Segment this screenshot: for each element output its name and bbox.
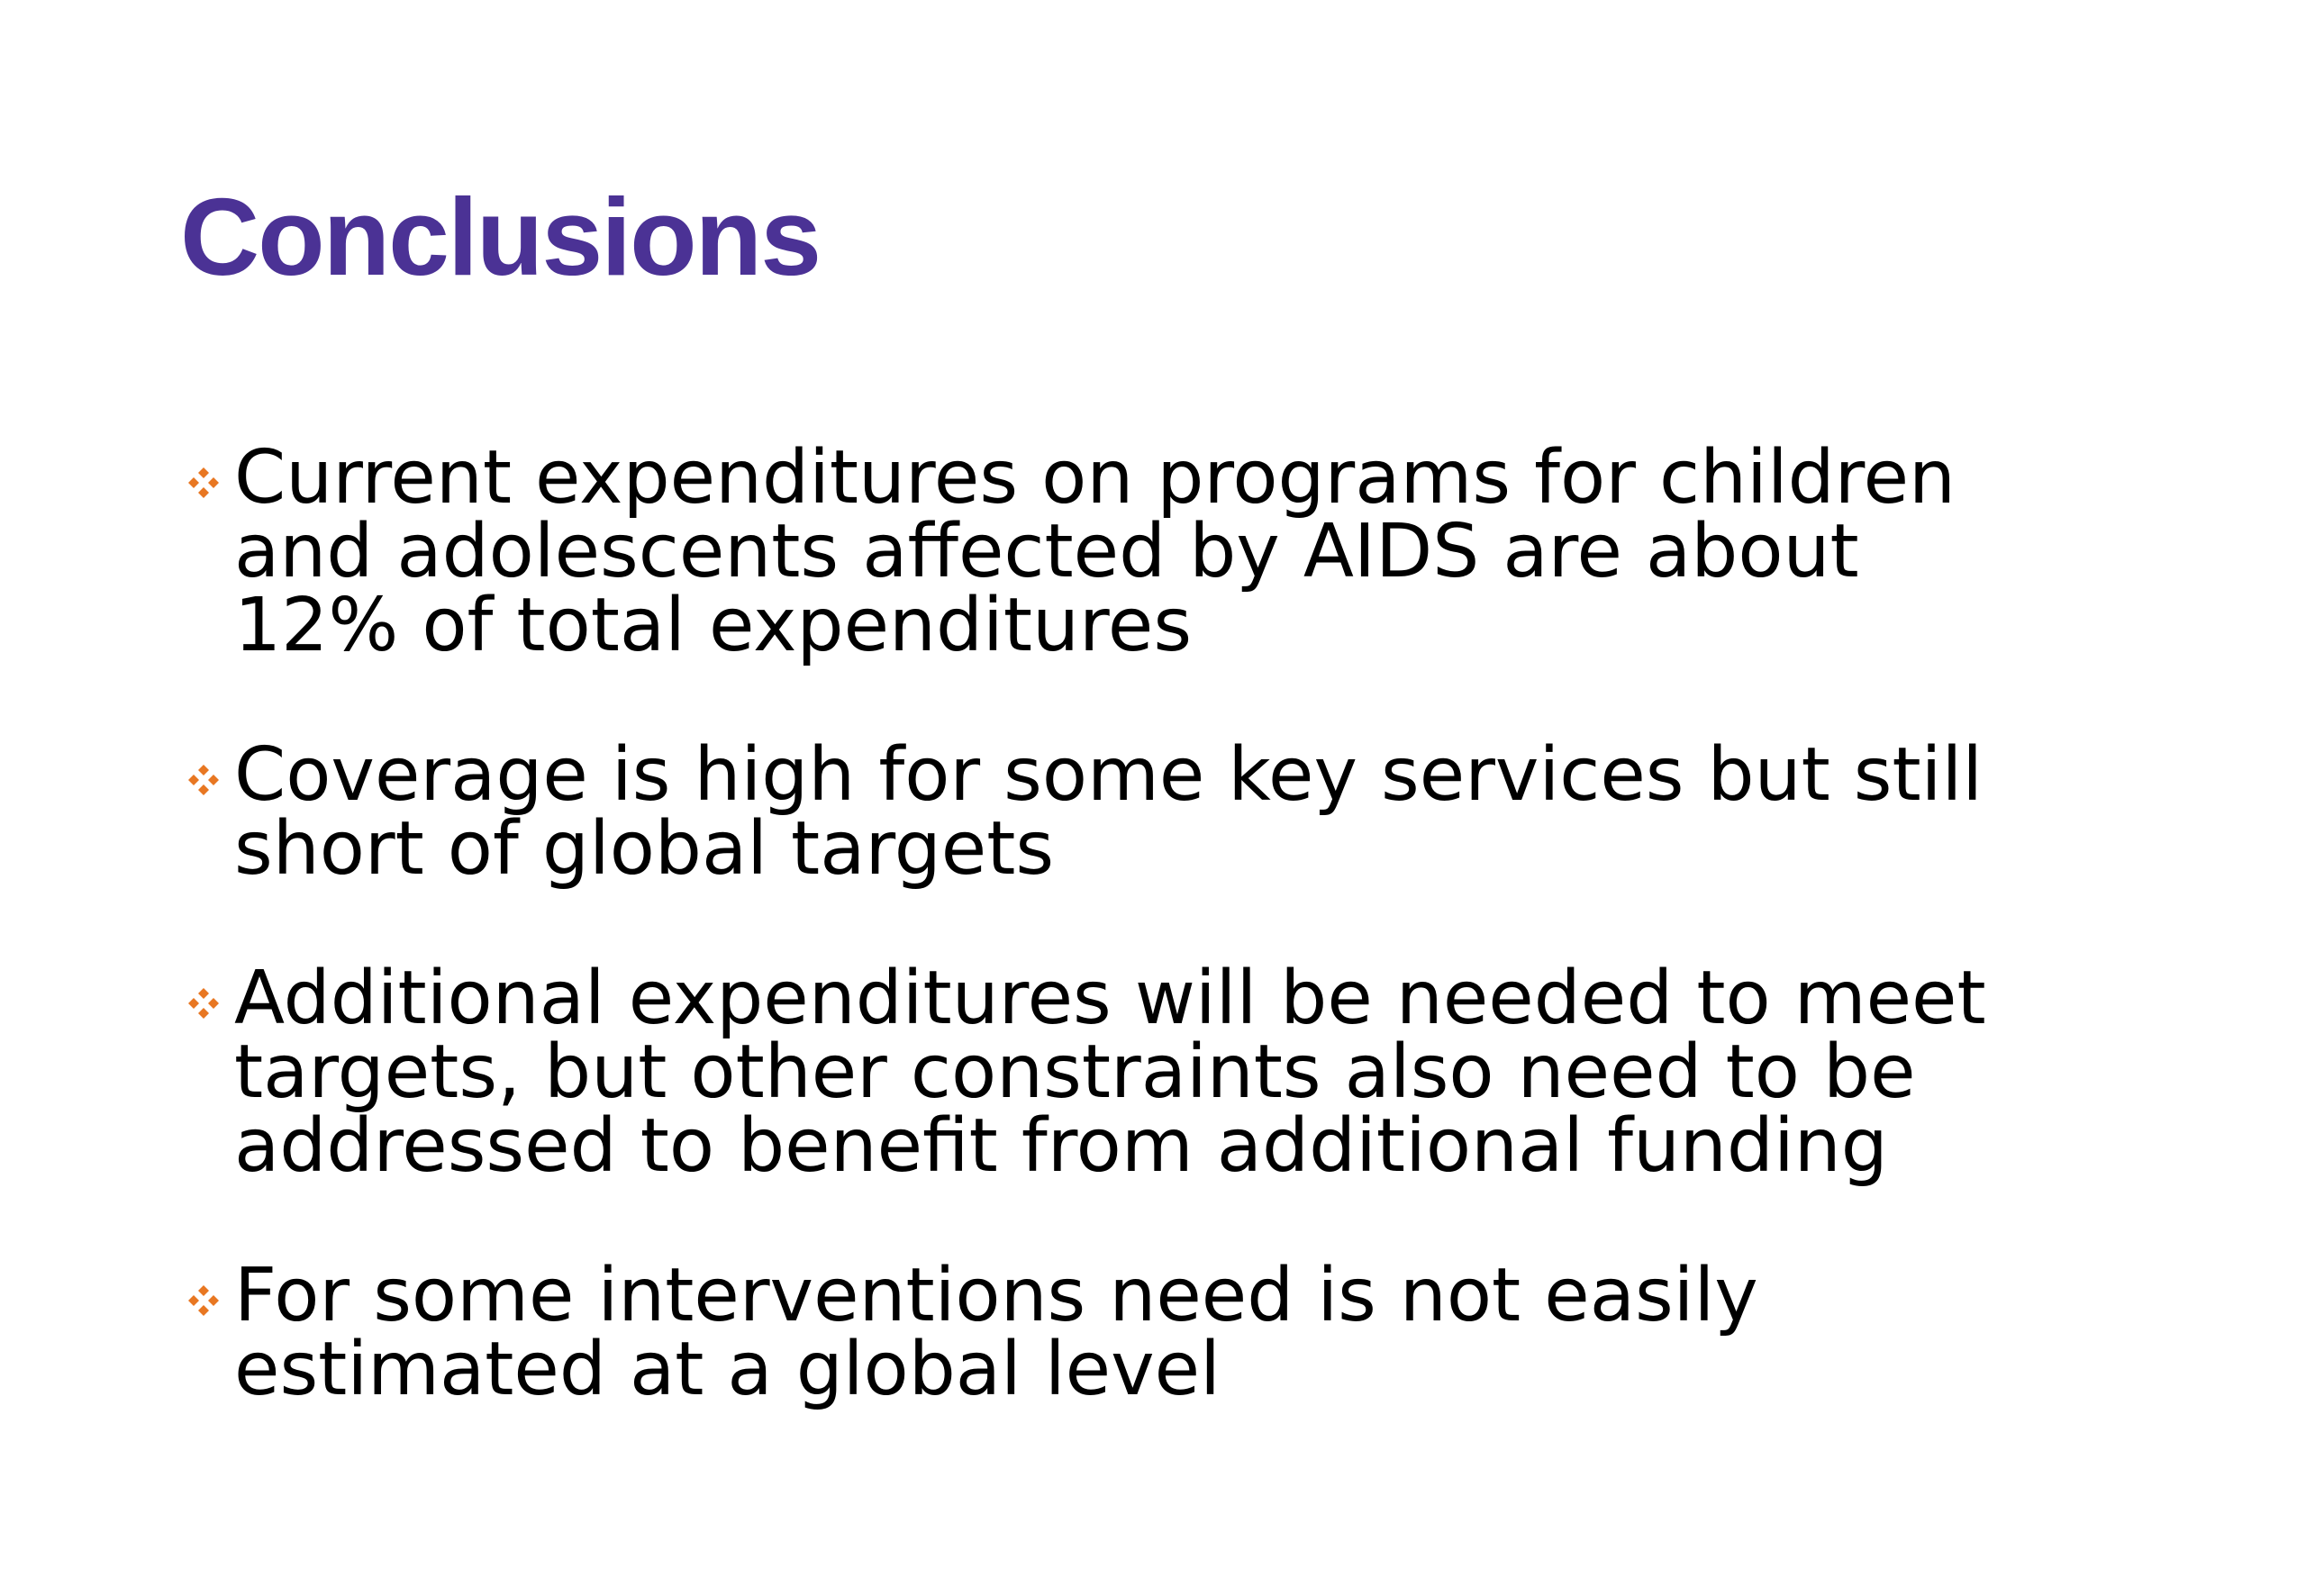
bullet-text-line: 12% of total expenditures: [234, 583, 1193, 668]
bullet-text-line: estimated at a global level: [234, 1327, 1221, 1412]
bullet-item: [180, 732, 2207, 892]
bullet-text-line: For some interventions need is not easily: [234, 1253, 1758, 1338]
bullet-text-line: short of global targets: [234, 806, 1055, 892]
four-diamond-bullet-icon: [180, 980, 227, 1027]
four-diamond-bullet-icon: [180, 459, 227, 506]
bullet-text-line: Current expenditures on programs for children: [234, 435, 1956, 521]
bullet-item: [180, 1253, 2207, 1412]
bullet-item: [180, 956, 2207, 1189]
slide-title: Conclusions: [180, 176, 821, 298]
bullet-text-line: targets, but other constraints also need to be: [234, 1029, 1916, 1115]
four-diamond-bullet-icon: [180, 1277, 227, 1324]
bullet-list: [180, 423, 2207, 1412]
bullet-text-line: addressed to benefit from additional funding: [234, 1103, 1888, 1189]
bullet-item: [180, 435, 2207, 668]
bullet-text-line: Additional expenditures will be needed to meet: [234, 956, 1986, 1041]
bullet-text-line: and adolescents affected by AIDS are about: [234, 509, 1859, 594]
bullet-text-line: Coverage is high for some key services but still: [234, 732, 1984, 818]
four-diamond-bullet-icon: [180, 757, 227, 803]
